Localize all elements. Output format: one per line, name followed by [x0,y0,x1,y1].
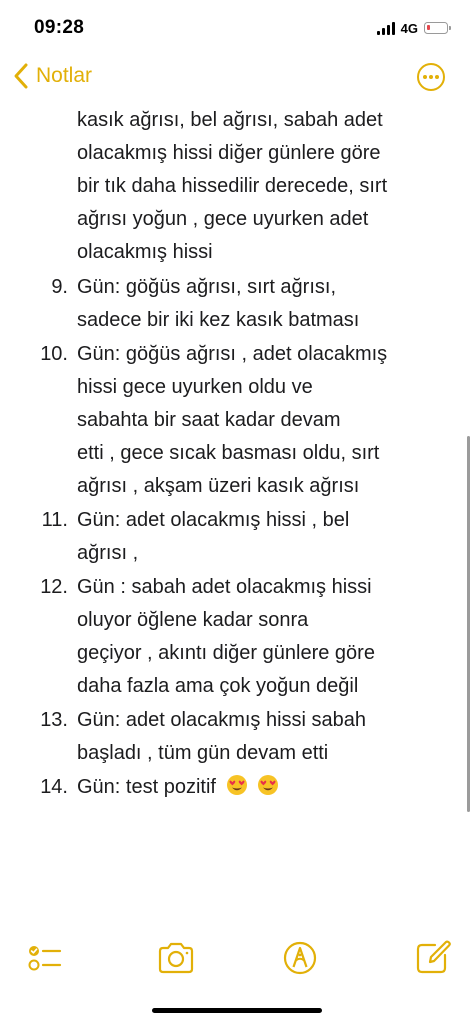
list-number: 13. [40,709,68,731]
list-number: 12. [40,576,68,598]
ellipsis-circle-icon [416,62,446,92]
note-line-last [77,771,279,803]
list-number: 10. [40,343,68,365]
compose-button[interactable] [414,940,454,976]
back-button[interactable] [12,62,92,90]
note-line: sabahta bir saat kadar devam [77,409,341,431]
list-number: 14. [40,776,68,798]
note-line: Gün: göğüs ağrısı, sırt ağrısı, [77,276,337,298]
note-line: oluyor öğlene kadar sonra [77,609,309,631]
camera-button[interactable] [156,940,196,976]
note-line: hissi gece uyurken oldu ve [77,376,313,398]
markup-button[interactable] [280,940,320,976]
more-options-button[interactable] [416,62,446,92]
list-number: 11. [41,509,68,531]
note-line-text: Gün: test pozitif [77,776,216,798]
cellular-signal-icon [377,22,395,35]
note-line: ağrısı , [77,542,139,564]
back-label: Notlar [36,64,93,87]
note-line: Gün: göğüs ağrısı , adet olacakmış [77,343,388,365]
checklist-icon [24,940,64,976]
checklist-button[interactable] [24,940,64,976]
bottom-toolbar [0,930,474,986]
heart-eyes-emoji-icon [257,774,279,796]
note-line: sadece bir iki kez kasık batması [77,309,360,331]
note-line: Gün: adet olacakmış hissi , bel [77,509,350,531]
note-line: etti , gece sıcak basması oldu, sırt [77,442,380,464]
note-line: olacakmış hissi [77,241,213,263]
markup-pen-icon [280,940,320,976]
note-line: ağrısı , akşam üzeri kasık ağrısı [77,475,360,497]
note-line: geçiyor , akıntı diğer günlere göre [77,642,375,664]
note-line: ağrısı yoğun , gece uyurken adet [77,208,369,230]
chevron-left-icon [12,62,30,90]
status-bar [0,0,474,56]
heart-eyes-emoji-icon [226,774,248,796]
home-indicator[interactable] [152,1008,322,1013]
scroll-indicator[interactable] [467,436,470,812]
network-type: 4G [400,20,418,36]
note-line: bir tık daha hissedilir derecede, sırt [77,175,388,197]
note-line: kasık ağrısı, bel ağrısı, sabah adet [77,109,383,131]
camera-icon [156,940,196,976]
compose-icon [414,940,454,976]
note-line: daha fazla ama çok yoğun değil [77,675,359,697]
status-time: 09:28 [34,17,85,38]
status-indicators [377,20,448,36]
battery-icon [424,22,448,34]
navigation-bar [0,60,474,100]
note-line: Gün : sabah adet olacakmış hissi [77,576,372,598]
note-line: Gün: adet olacakmış hissi sabah [77,709,367,731]
note-line: olacakmış hissi diğer günlere göre [77,142,381,164]
note-line: başladı , tüm gün devam etti [77,742,329,764]
list-number: 9. [51,276,68,298]
